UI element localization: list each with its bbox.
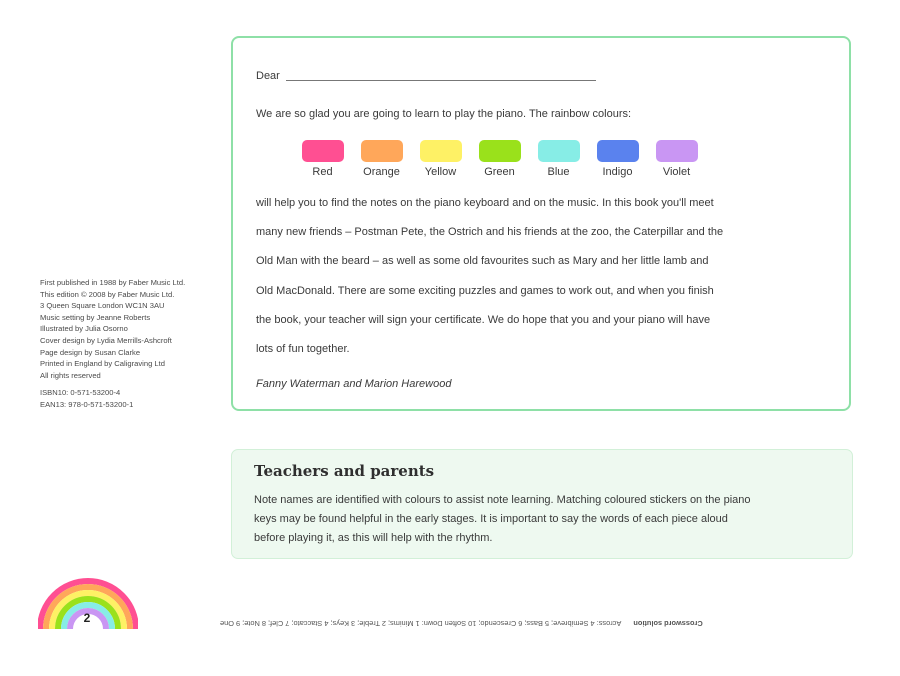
imprint-line: First published in 1988 by Faber Music Ltd. — [40, 278, 186, 287]
imprint-line: Music setting by Jeanne Roberts — [40, 312, 151, 322]
colour-swatches — [293, 140, 706, 178]
blue-chip — [538, 140, 580, 162]
intro-text: We are so glad you are going to learn to play the piano. The rainbow colours: — [256, 108, 632, 120]
crossword-answers: Across: 4 Semibreve; 5 Bass; 6 Crescendo; 10 Soften Down: 1 Minims; 2 Treble; 3 Keys; 4 Staccato; 7 Clef; 8 Note; 9 One — [220, 619, 622, 628]
crossword-label: Crossword solution — [633, 619, 703, 628]
swatch-blue — [529, 140, 588, 178]
teachers-line: Note names are identified with colours to assist note learning. Matching coloured stickers on the piano — [254, 494, 751, 506]
imprint-line: Printed in England by Caligraving Ltd — [40, 359, 165, 369]
ean13: EAN13: 978-0-571-53200-1 — [40, 399, 134, 409]
violet-chip — [656, 140, 698, 162]
imprint-line: Page design by Susan Clarke — [40, 347, 141, 357]
letter-line: many new friends – Postman Pete, the Ostrich and his friends at the zoo, the Caterpillar and the — [256, 226, 724, 239]
swatch-label: Yellow — [424, 166, 457, 178]
teachers-line: before playing it, as this will help with the rhythm. — [254, 532, 493, 545]
swatch-yellow — [411, 140, 470, 178]
teachers-panel — [231, 449, 853, 559]
imprint-line: Illustrated by Julia Osorno — [40, 324, 128, 334]
yellow-chip — [420, 140, 462, 162]
swatch-red — [293, 140, 352, 178]
imprint-line: Cover design by Lydia Merrills-Ashcroft — [40, 335, 172, 345]
letter-box — [231, 36, 851, 411]
letter-line: will help you to find the notes on the piano keyboard and on the music. In this book you'll meet — [256, 197, 714, 209]
page-number: 2 — [83, 611, 91, 625]
crossword-solution — [220, 616, 808, 628]
teachers-title: Teachers and parents — [254, 462, 435, 480]
orange-chip — [361, 140, 403, 162]
letter-line: lots of fun together. — [256, 343, 350, 356]
indigo-chip — [597, 140, 639, 162]
salutation — [256, 70, 596, 82]
swatch-label: Orange — [363, 166, 400, 178]
isbn10: ISBN10: 0-571-53200-4 — [40, 388, 121, 398]
swatch-label: Red — [312, 166, 333, 178]
swatch-indigo — [588, 140, 647, 178]
swatch-label: Blue — [547, 166, 570, 178]
letter-line: the book, your teacher will sign your certificate. We do hope that you and your piano will have — [256, 313, 711, 326]
letter-line: Old Man with the beard – as well as some old favourites such as Mary and her little lamb and — [256, 255, 709, 268]
salutation-text: Dear — [256, 70, 280, 82]
imprint-line: All rights reserved — [40, 370, 101, 380]
imprint-line: 3 Queen Square London WC1N 3AU — [40, 301, 165, 311]
green-chip — [479, 140, 521, 162]
swatch-violet — [647, 140, 706, 178]
red-chip — [302, 140, 344, 162]
swatch-label: Green — [484, 166, 515, 178]
name-blank-line — [286, 80, 596, 81]
swatch-green — [470, 140, 529, 178]
signature: Fanny Waterman and Marion Harewood — [256, 378, 452, 390]
letter-body — [256, 189, 836, 364]
swatch-label: Indigo — [602, 166, 633, 178]
swatch-label: Violet — [662, 166, 691, 178]
imprint-line: This edition © 2008 by Faber Music Ltd. — [40, 289, 175, 299]
swatch-orange — [352, 140, 411, 178]
imprint-block — [40, 277, 225, 411]
letter-line: Old MacDonald. There are some exciting puzzles and games to work out, and when you finish — [256, 284, 714, 297]
teachers-line: keys may be found helpful in the early stages. It is important to say the words of each piece aloud — [254, 513, 728, 526]
teachers-text — [254, 491, 834, 549]
